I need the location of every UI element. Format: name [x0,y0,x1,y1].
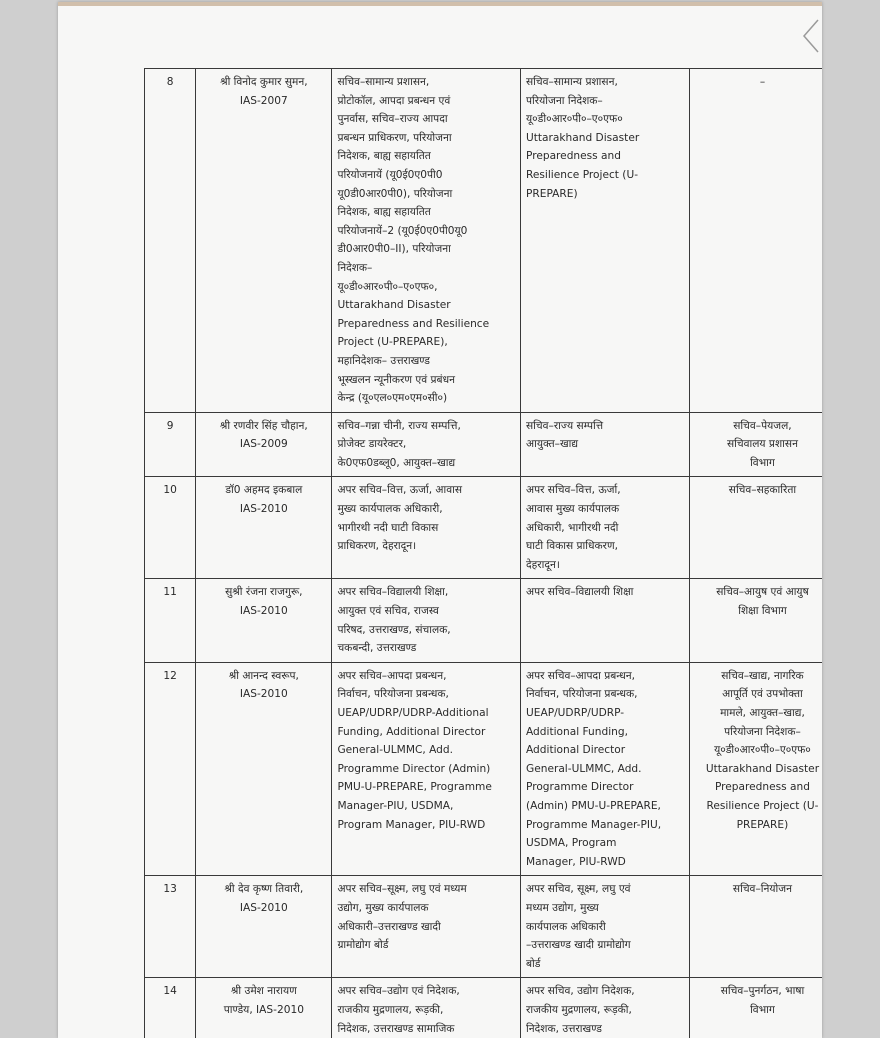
new-posting-line: राजकीय मुद्रणालय, रूड़की, [526,1003,632,1016]
current-posting-line: राजकीय मुद्रणालय, रूड़की, [337,1003,444,1016]
new-posting-cell [521,876,690,978]
additional-charge-line: शिक्षा विभाग [738,605,787,618]
additional-charge-cell [689,876,822,978]
current-posting-cell [332,477,521,579]
current-posting-line: अपर सचिव–विद्यालयी शिक्षा, [337,586,449,599]
additional-charge-line: सचिव–खाद्य, नागरिक [721,669,804,682]
new-posting-line: Uttarakhand Disaster [526,131,640,144]
new-posting-cell [521,579,690,662]
officer-name-line: IAS-2009 [239,438,288,451]
current-posting-line: केन्द्र (यू०एल०एम०एम०सी०) [337,392,448,405]
serial-number-cell: 11 [145,579,196,662]
additional-charge-line: विभाग [750,456,775,469]
additional-charge-cell [689,412,822,477]
current-posting-line: ग्रामोद्योग बोर्ड [337,939,389,952]
new-posting-line: UEAP/UDRP/UDRP- [526,707,625,719]
officer-name-cell [196,69,332,413]
new-posting-line: सचिव–राज्य सम्पत्ति [526,419,604,432]
current-posting-line: अधिकारी–उत्तराखण्ड खादी [337,920,441,933]
officer-name-cell [196,662,332,876]
serial-number-cell: 13 [145,876,196,978]
officer-name-line: IAS-2010 [239,688,288,701]
additional-charge-line: सचिव–पेयजल, [733,419,792,432]
current-posting-line: परियोजनायें (यू0ई0ए0पी0 [337,168,443,181]
additional-charge-cell [689,662,822,876]
new-posting-line: देहरादून। [526,558,560,571]
current-posting-line: General-ULMMC, Add. [337,744,453,757]
additional-charge-line: Uttarakhand Disaster [705,762,820,775]
current-posting-line: सचिव–गन्ना चीनी, राज्य सम्पत्ति, [337,419,461,432]
current-posting-line: यू०डी०आर०पी०–ए०एफ०, [337,280,438,293]
serial-number-cell: 14 [145,978,196,1038]
new-posting-cell [521,662,690,876]
new-posting-line: अधिकारी, भागीरथी नदी [526,521,619,534]
current-posting-line: प्राधिकरण, देहरादून। [337,540,417,553]
officer-name-line: श्री उमेश नारायण [230,985,297,998]
table-row [145,412,823,477]
officer-name-line: श्री देव कृष्ण तिवारी, [224,883,304,896]
officer-name-cell [196,412,332,477]
additional-charge-cell [689,477,822,579]
additional-charge-line: मामले, आयुक्त–खाद्य, [720,707,805,719]
new-posting-line: USDMA, Program [526,837,617,850]
additional-charge-cell [689,978,822,1038]
additional-charge-line: परियोजना निदेशक– [724,725,801,738]
current-posting-line: प्रोटोकॉल, आपदा प्रबन्धन एवं [337,94,451,107]
new-posting-line: घाटी विकास प्राधिकरण, [526,540,619,553]
officer-name-line: IAS-2007 [239,94,288,107]
additional-charge-line: सचिव–नियोजन [732,883,792,896]
officer-name-line: सुश्री रंजना राजगुरू, [225,586,303,599]
new-posting-cell [521,69,690,413]
new-posting-line: अपर सचिव–वित्त, ऊर्जा, [526,484,621,497]
new-posting-line: आवास मुख्य कार्यपालक [526,503,620,516]
new-posting-line: –उत्तराखण्ड खादी ग्रामोद्योग [526,939,631,952]
officer-name-line: डॉ0 अहमद इकबाल [225,484,303,497]
new-posting-line: यू०डी०आर०पी०–ए०एफ० [526,113,623,126]
additional-charge-line: सचिवालय प्रशासन [726,438,798,451]
page-top-edge [58,2,822,6]
current-posting-line: निर्वाचन, परियोजना प्रबन्धक, [337,688,449,701]
new-posting-line: सचिव–सामान्य प्रशासन, [526,76,618,88]
officer-name-line: IAS-2010 [239,901,288,914]
current-posting-cell [332,876,521,978]
table-row [145,579,823,662]
additional-charge-line: सचिव–सहकारिता [728,484,797,497]
officer-name-line: IAS-2010 [239,605,288,618]
new-posting-line: General-ULMMC, Add. [526,762,642,775]
current-posting-line: परियोजनायें–2 (यू0ई0ए0पी0यू0 [337,224,468,237]
current-posting-cell [332,662,521,876]
new-posting-line: Resilience Project (U- [526,168,639,181]
current-posting-line: Preparedness and Resilience [337,317,490,330]
new-posting-line: अपर सचिव–आपदा प्रबन्धन, [526,669,635,682]
current-posting-line: निदेशक, उत्तराखण्ड सामाजिक [337,1022,455,1035]
serial-number-cell: 10 [145,477,196,579]
document-page [58,2,822,1038]
current-posting-line: डी0आर0पी0–II), परियोजना [337,243,451,256]
current-posting-line: अपर सचिव–उद्योग एवं निदेशक, [337,985,460,998]
current-posting-line: अपर सचिव–सूक्ष्म, लघु एवं मध्यम [337,883,467,896]
officer-name-line: श्री रणवीर सिंह चौहान, [219,419,308,432]
table-row [145,978,823,1038]
new-posting-line: कार्यपालक अधिकारी [526,920,606,933]
current-posting-line: निदेशक, बाह्य सहायतित [337,150,431,163]
current-posting-line: पुनर्वास, सचिव–राज्य आपदा [337,113,448,126]
current-posting-cell [332,978,521,1038]
current-posting-line: Uttarakhand Disaster [337,299,451,312]
serial-number-cell: 12 [145,662,196,876]
table-row [145,69,823,413]
current-posting-line: निदेशक, बाह्य सहायतित [337,206,431,219]
current-posting-line: UEAP/UDRP/UDRP-Additional [337,707,489,719]
serial-number-cell: 9 [145,412,196,477]
current-posting-line: अपर सचिव–आपदा प्रबन्धन, [337,669,447,682]
current-posting-line: प्रोजेक्ट डायरेक्टर, [337,438,407,451]
current-posting-line: उद्योग, मुख्य कार्यपालक [337,901,429,914]
new-posting-line: निदेशक, उत्तराखण्ड [526,1022,602,1035]
current-posting-line: भूस्खलन न्यूनीकरण एवं प्रबंधन [337,373,455,386]
additional-charge-line: यू०डी०आर०पी०–ए०एफ० [714,744,811,757]
current-posting-line: Manager-PIU, USDMA, [337,799,454,812]
new-posting-line: (Admin) PMU-U-PREPARE, [526,799,661,812]
current-posting-line: चकबन्दी, उत्तराखण्ड [337,642,417,655]
officer-name-cell [196,579,332,662]
transfer-table [144,68,822,1038]
table-row [145,477,823,579]
current-posting-cell [332,69,521,413]
current-posting-line: Project (U-PREPARE), [337,336,448,349]
officer-name-cell [196,477,332,579]
current-posting-line: महानिदेशक– उत्तराखण्ड [337,354,430,367]
new-posting-line: Programme Manager-PIU, [526,818,662,831]
current-posting-line: आयुक्त एवं सचिव, राजस्व [337,605,439,618]
new-posting-line: PREPARE) [526,187,578,200]
additional-charge-cell [689,69,822,413]
additional-charge-line: आपूर्ति एवं उपभोक्ता [722,688,803,701]
officer-name-line: श्री विनोद कुमार सुमन, [220,76,308,88]
current-posting-line: परिषद, उत्तराखण्ड, संचालक, [337,623,451,636]
current-posting-line: के0एफ0डब्लू0, आयुक्त–खाद्य [337,456,456,469]
new-posting-line: अपर सचिव, उद्योग निदेशक, [526,985,635,998]
new-posting-line: Additional Director [526,744,626,757]
current-posting-line: निदेशक– [337,261,373,274]
new-posting-line: अपर सचिव–विद्यालयी शिक्षा [526,586,634,599]
additional-charge-line: PREPARE) [736,818,789,831]
new-posting-line: Preparedness and [526,150,621,163]
officer-name-line: IAS-2010 [239,503,288,516]
officer-name-line: पाण्डेय, IAS-2010 [223,1003,304,1016]
additional-charge-line: Resilience Project (U- [706,799,819,812]
current-posting-line: अपर सचिव–वित्त, ऊर्जा, आवास [337,484,463,497]
additional-charge-cell [689,579,822,662]
additional-charge-line: सचिव–आयुष एवं आयुष [716,586,809,599]
new-posting-line: Additional Funding, [526,725,628,738]
officer-name-cell [196,978,332,1038]
additional-charge-line: सचिव–पुनर्गठन, भाषा [720,985,805,998]
current-posting-cell [332,412,521,477]
new-posting-line: मध्यम उद्योग, मुख्य [526,901,599,914]
new-posting-line: बोर्ड [526,957,541,970]
chevron-left-icon[interactable] [782,16,822,56]
new-posting-line: Manager, PIU-RWD [526,855,626,868]
new-posting-cell [521,978,690,1038]
current-posting-line: भागीरथी नदी घाटी विकास [337,521,439,534]
additional-charge-line: Preparedness and [714,781,810,794]
new-posting-line: निर्वाचन, परियोजना प्रबन्धक, [526,688,638,701]
serial-number-cell: 8 [145,69,196,413]
additional-charge-line: विभाग [750,1003,775,1016]
additional-charge-line: – [759,76,766,88]
current-posting-line: सचिव–सामान्य प्रशासन, [337,76,430,88]
new-posting-cell [521,412,690,477]
new-posting-line: परियोजना निदेशक– [526,94,603,107]
current-posting-line: मुख्य कार्यपालक अधिकारी, [337,503,443,516]
current-posting-line: PMU-U-PREPARE, Programme [337,781,492,794]
new-posting-cell [521,477,690,579]
current-posting-line: प्रबन्धन प्राधिकरण, परियोजना [337,131,452,144]
current-posting-line: यू0डी0आर0पी0), परियोजना [337,187,453,200]
current-posting-line: Programme Director (Admin) [337,762,491,775]
officer-name-line: श्री आनन्द स्वरूप, [228,669,299,682]
officer-name-cell [196,876,332,978]
new-posting-line: आयुक्त–खाद्य [526,438,579,451]
current-posting-cell [332,579,521,662]
transfer-table-body [145,69,823,1038]
current-posting-line: Program Manager, PIU-RWD [337,818,486,831]
table-row [145,662,823,876]
table-row [145,876,823,978]
new-posting-line: Programme Director [526,781,634,794]
new-posting-line: अपर सचिव, सूक्ष्म, लघु एवं [526,883,631,896]
current-posting-line: Funding, Additional Director [337,725,486,738]
